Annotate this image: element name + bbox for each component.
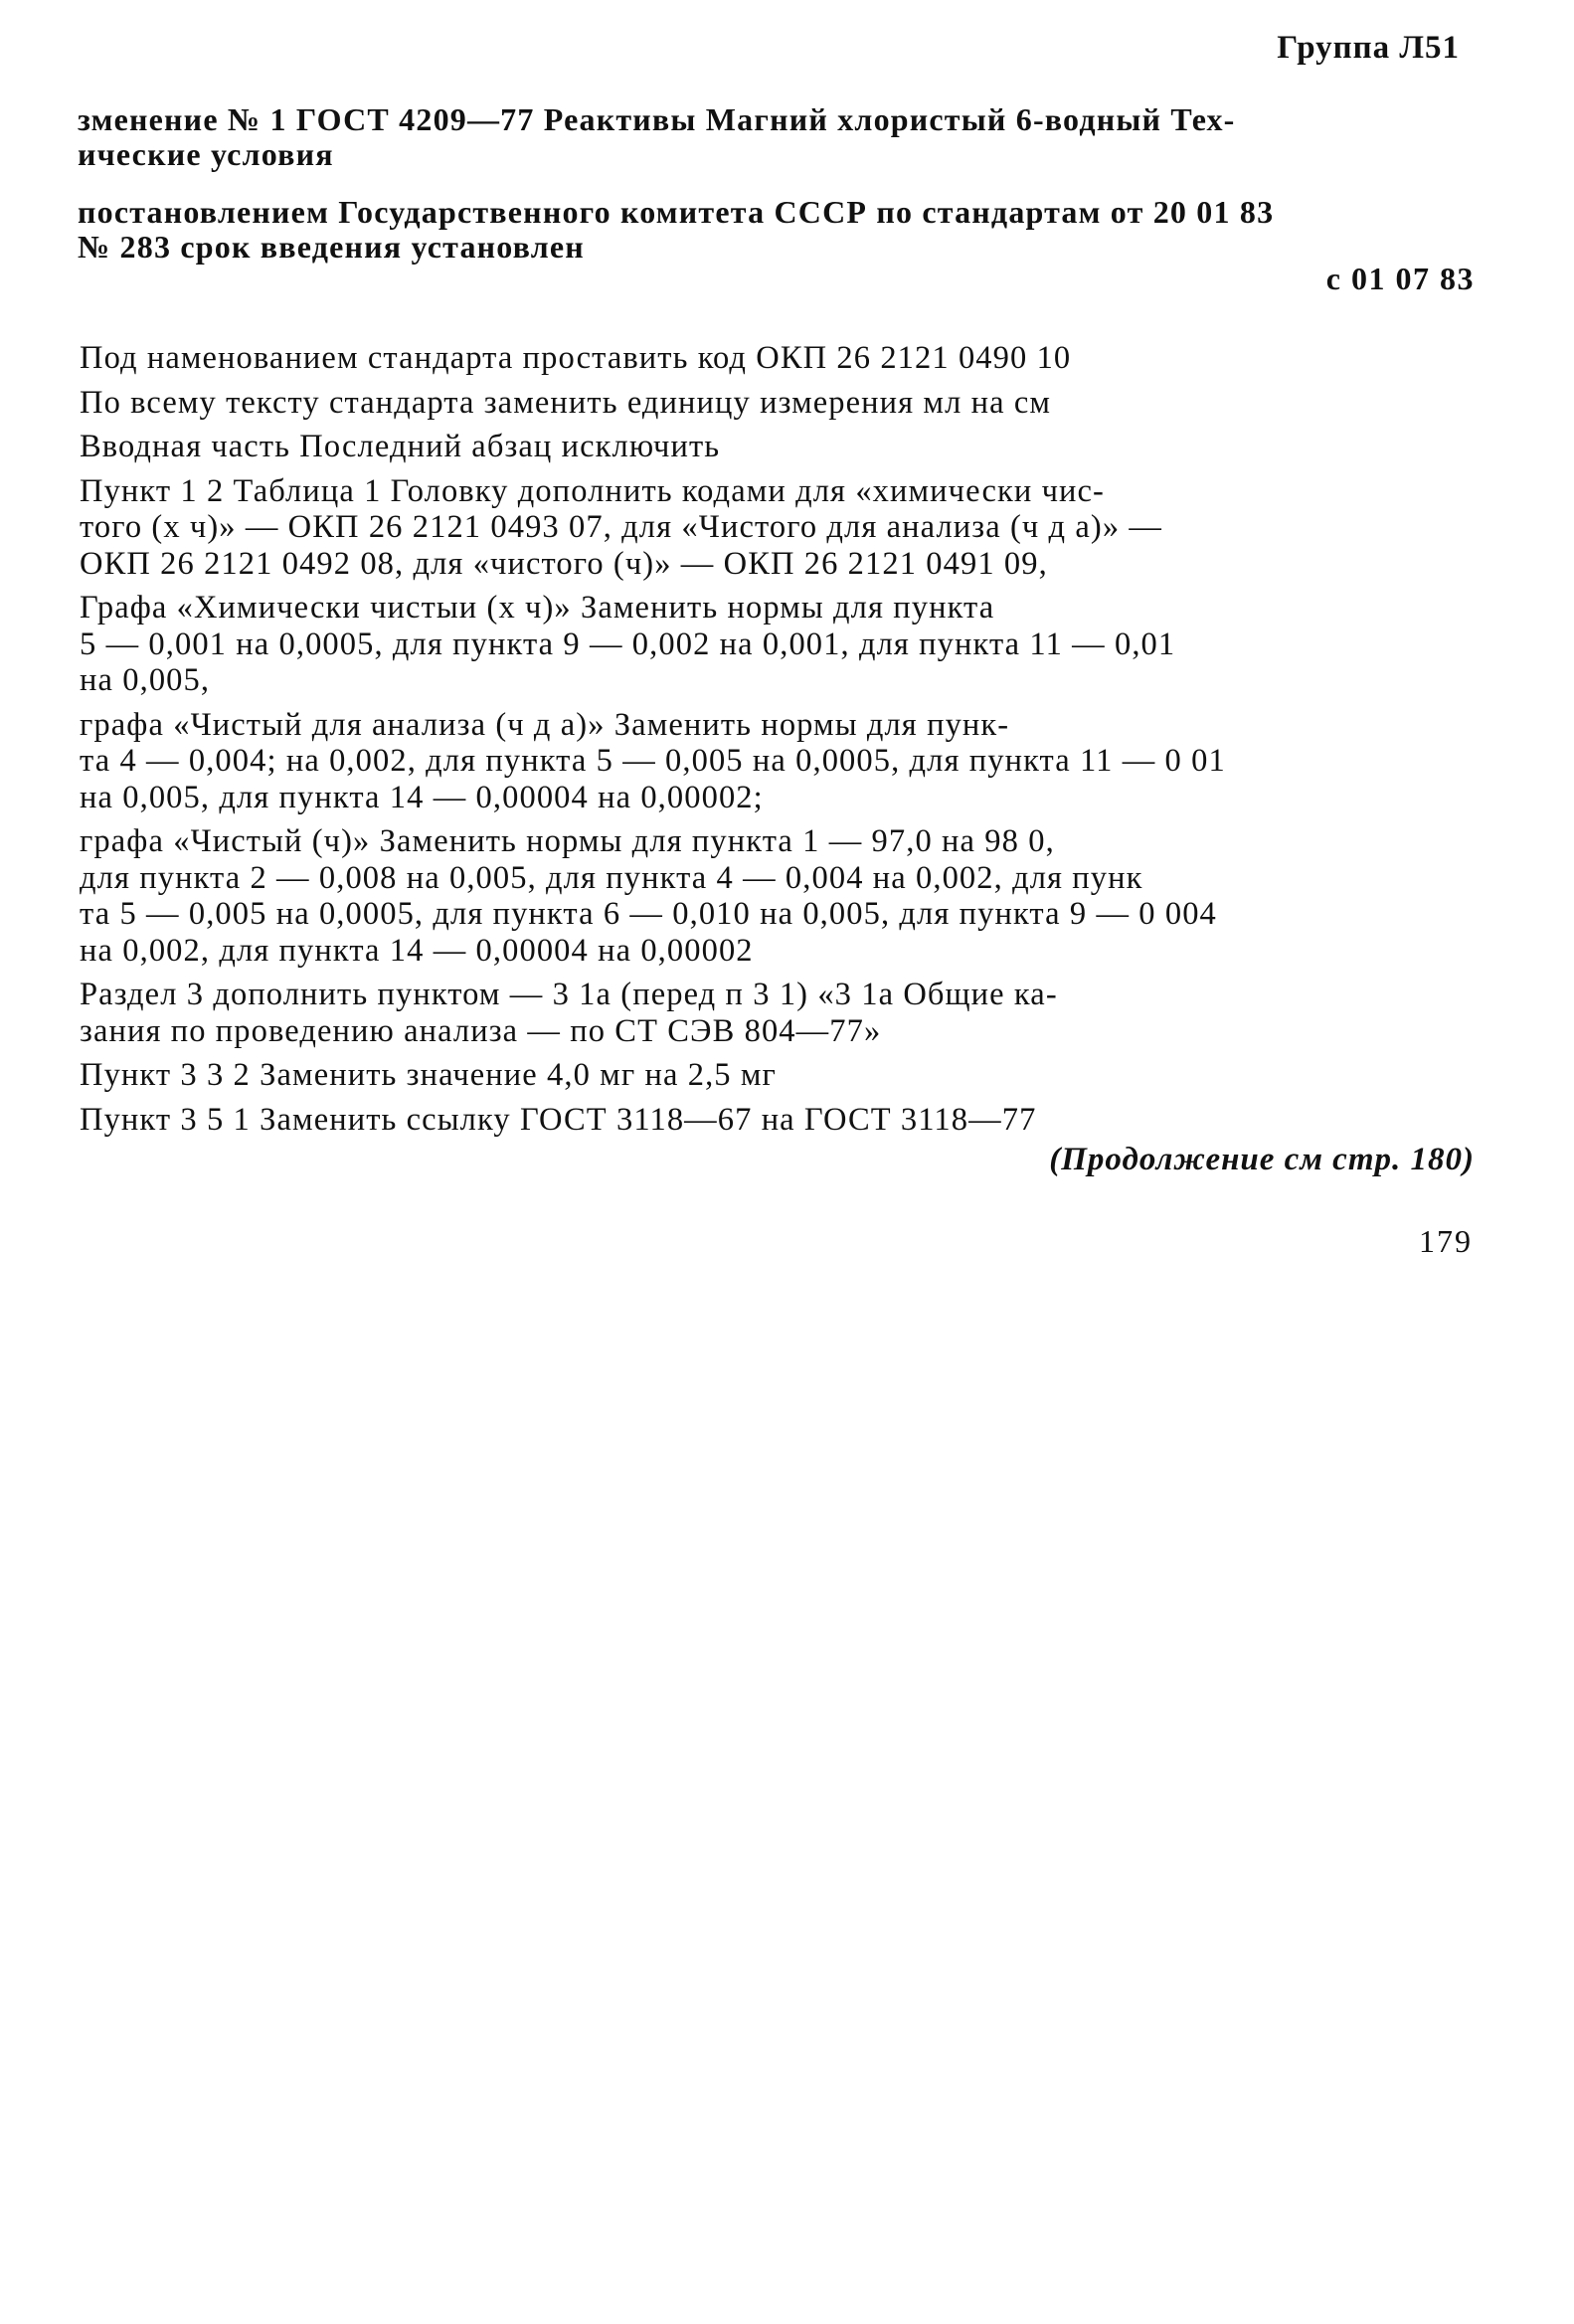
paragraph-line: та 4 — 0,004; на 0,002, для пункта 5 — 0,005 на 0,0005, для пункта 11 — 0 01 (80, 743, 1226, 779)
title-line: зменение № 1 ГОСТ 4209—77 Реактивы Магний хлористый 6-водный Тех- (78, 101, 1236, 137)
continuation-note: (Продолжение см стр. 180) (1049, 1142, 1475, 1177)
paragraph-line: для пункта 2 — 0,008 на 0,005, для пункта 4 — 0,004 на 0,002, для пунк (80, 859, 1143, 896)
amendment-paragraph (80, 977, 1472, 1049)
amendment-paragraph (80, 429, 1472, 465)
paragraph-line: Пункт 3 5 1 Заменить ссылку ГОСТ 3118—67 на ГОСТ 3118—77 (80, 1101, 1037, 1138)
paragraph-line: Пункт 3 3 2 Заменить значение 4,0 мг на 2,5 мг (80, 1057, 777, 1093)
paragraph-line: на 0,002, для пункта 14 — 0,00004 на 0,00002 (80, 932, 754, 969)
effective-date: с 01 07 83 (1325, 261, 1475, 296)
paragraph-line: По всему тексту стандарта заменить единицу измерения мл на см (80, 384, 1052, 421)
amendment-title (78, 102, 1473, 172)
decree-statement (78, 195, 1473, 265)
amendment-paragraph (80, 823, 1472, 969)
amendment-paragraph (80, 1057, 1472, 1094)
paragraph-line: Пункт 1 2 Таблица 1 Головку дополнить кодами для «химически чис- (80, 472, 1105, 509)
paragraph-line: на 0,005, (80, 662, 211, 698)
amendment-body (80, 340, 1472, 1146)
paragraph-line: та 5 — 0,005 на 0,0005, для пункта 6 — 0,010 на 0,005, для пункта 9 — 0 004 (80, 896, 1217, 932)
amendment-paragraph (80, 473, 1472, 583)
paragraph-line: графа «Чистый (ч)» Заменить нормы для пункта 1 — 97,0 на 98 0, (80, 823, 1055, 859)
paragraph-line: на 0,005, для пункта 14 — 0,00004 на 0,00002; (80, 779, 764, 815)
paragraph-line: графа «Чистый для анализа (ч д а)» Заменить нормы для пунк- (80, 706, 1010, 743)
paragraph-line: Вводная часть Последний абзац исключить (80, 429, 721, 464)
paragraph-line: того (х ч)» — ОКП 26 2121 0493 07, для «Чистого для анализа (ч д а)» — (80, 509, 1163, 545)
decree-line: постановлением Государственного комитета СССР по стандартам от 20 01 83 (78, 194, 1275, 230)
paragraph-line: Под наменованием стандарта проставить код ОКП 26 2121 0490 10 (80, 340, 1072, 376)
amendment-paragraph (80, 590, 1472, 699)
paragraph-line: 5 — 0,001 на 0,0005, для пункта 9 — 0,002 на 0,001, для пункта 11 — 0,01 (80, 626, 1176, 662)
decree-line: № 283 срок введения установлен (78, 229, 585, 265)
amendment-paragraph (80, 385, 1472, 422)
paragraph-line: Графа «Химически чистыи (х ч)» Заменить нормы для пункта (80, 590, 995, 626)
paragraph-line: Раздел 3 дополнить пунктом — 3 1а (перед п 3 1) «3 1а Общие ка- (80, 977, 1058, 1012)
paragraph-line: ОКП 26 2121 0492 08, для «чистого (ч)» — ОКП 26 2121 0491 09, (80, 545, 1048, 582)
group-label: Группа Л51 (1277, 30, 1460, 66)
page-number: 179 (1419, 1223, 1473, 1259)
amendment-paragraph (80, 1102, 1472, 1139)
paragraph-line: зания по проведению анализа — по СТ СЭВ 804—77» (80, 1012, 882, 1049)
title-line: ические условия (78, 136, 334, 172)
amendment-paragraph (80, 707, 1472, 816)
amendment-paragraph (80, 340, 1472, 377)
